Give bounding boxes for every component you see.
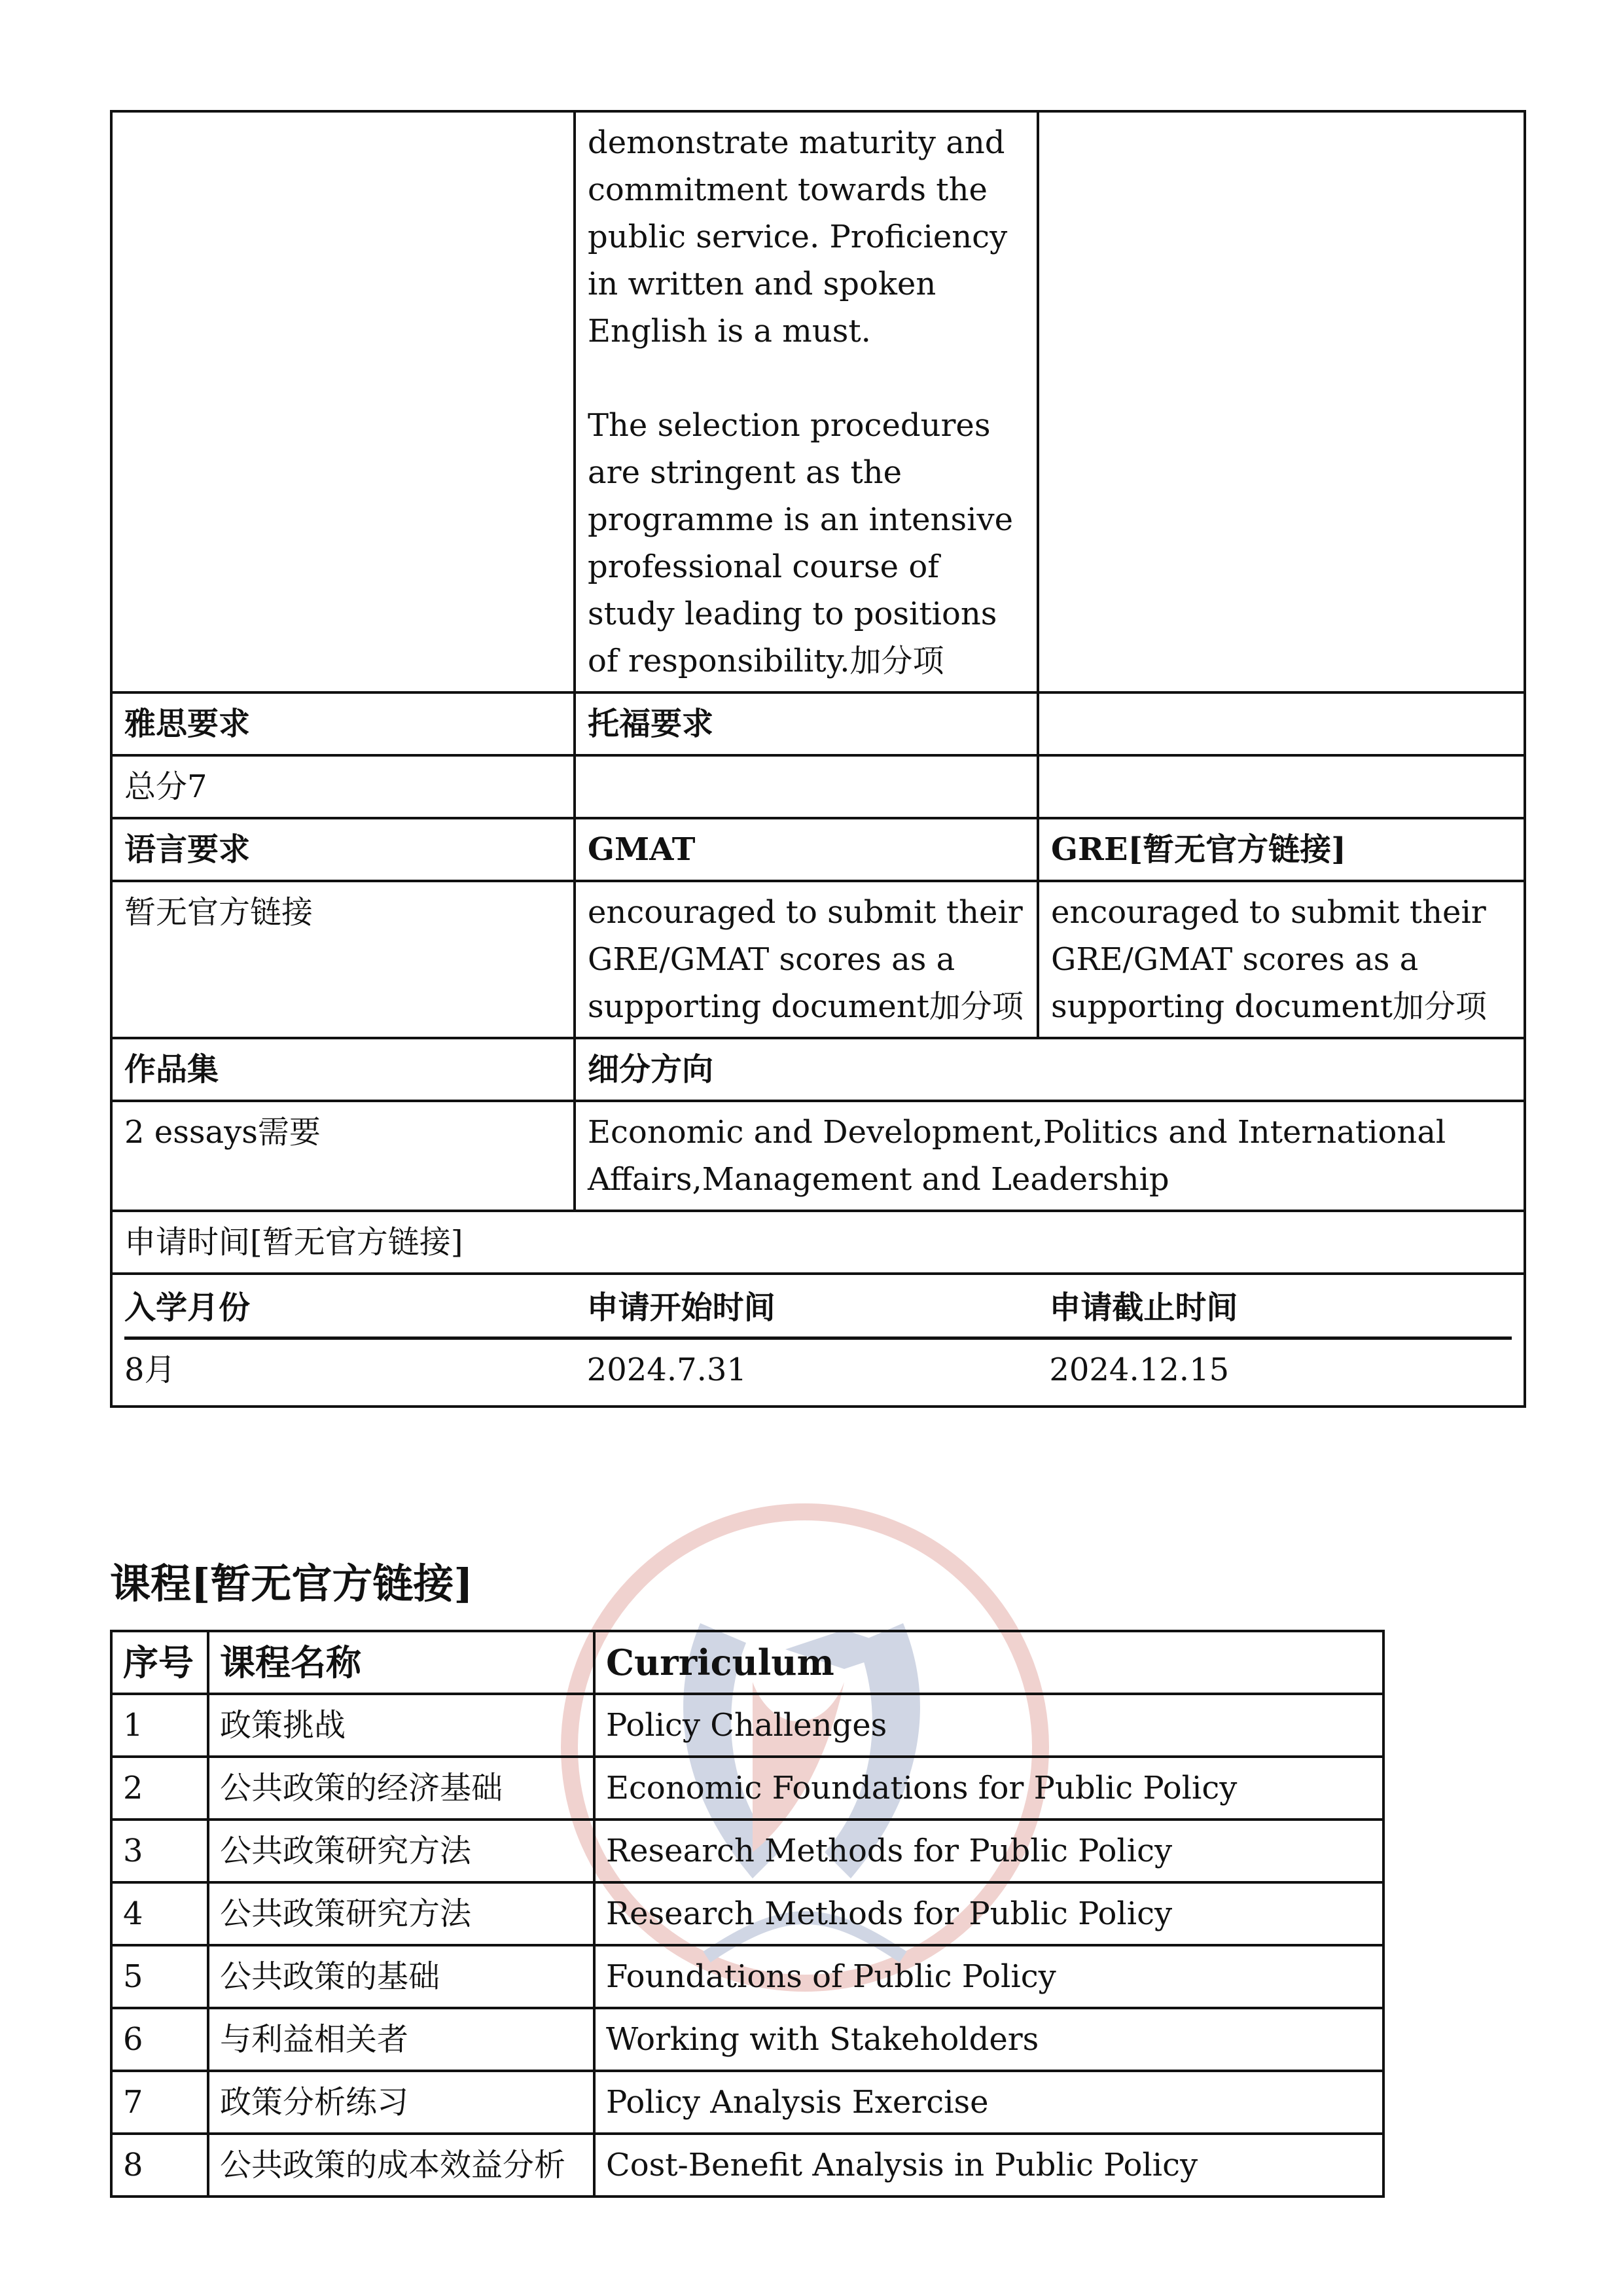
language-value: 暂无官方链接 xyxy=(111,881,575,1038)
course-name-en: Foundations of Public Policy xyxy=(594,1945,1383,2008)
column-header: Curriculum xyxy=(594,1631,1383,1694)
direction-value: Economic and Development,Politics and International Affairs,Management and Leadership xyxy=(575,1101,1525,1211)
course-number: 5 xyxy=(111,1945,208,2008)
table-row xyxy=(111,2071,1383,2134)
schedule-value-row xyxy=(124,1338,1512,1394)
table-row xyxy=(111,2008,1383,2071)
gmat-value: encouraged to submit their GRE/GMAT scores as a supporting document加分项 xyxy=(575,881,1038,1038)
course-name-en: Research Methods for Public Policy xyxy=(594,1820,1383,1882)
courses-title: 课程[暂无官方链接] xyxy=(110,1560,473,1607)
apply-time-label: 申请时间[暂无官方链接] xyxy=(111,1211,1525,1274)
table-cell xyxy=(575,755,1038,818)
course-number: 8 xyxy=(111,2134,208,2197)
course-name-cn: 公共政策的成本效益分析 xyxy=(208,2134,594,2197)
column-header: 课程名称 xyxy=(208,1631,594,1694)
table-row xyxy=(111,881,1525,1038)
table-row xyxy=(111,1820,1383,1882)
table-row xyxy=(111,2134,1383,2197)
schedule-header: 入学月份 xyxy=(124,1284,587,1338)
table-cell xyxy=(111,111,575,692)
course-number: 1 xyxy=(111,1694,208,1757)
portfolio-label: 作品集 xyxy=(111,1038,575,1101)
gre-label: GRE[暂无官方链接] xyxy=(1038,818,1525,881)
table-row xyxy=(111,1757,1383,1820)
course-name-en: Policy Analysis Exercise xyxy=(594,2071,1383,2134)
schedule-header: 申请开始时间 xyxy=(587,1284,1050,1338)
requirements-description xyxy=(575,111,1038,692)
course-number: 2 xyxy=(111,1757,208,1820)
course-name-en: Economic Foundations for Public Policy xyxy=(594,1757,1383,1820)
course-number: 6 xyxy=(111,2008,208,2071)
table-row xyxy=(111,1038,1525,1101)
gmat-label: GMAT xyxy=(575,818,1038,881)
course-name-cn: 公共政策的经济基础 xyxy=(208,1757,594,1820)
table-row xyxy=(111,1274,1525,1407)
course-name-cn: 政策挑战 xyxy=(208,1694,594,1757)
table-row xyxy=(111,755,1525,818)
course-name-cn: 公共政策的基础 xyxy=(208,1945,594,2008)
course-name-en: Research Methods for Public Policy xyxy=(594,1882,1383,1945)
schedule-value: 2024.12.15 xyxy=(1049,1352,1230,1388)
course-number: 4 xyxy=(111,1882,208,1945)
course-number: 3 xyxy=(111,1820,208,1882)
table-row xyxy=(111,1945,1383,2008)
table-row xyxy=(111,1211,1525,1274)
schedule-header-row xyxy=(124,1284,1512,1338)
column-header: 序号 xyxy=(111,1631,208,1694)
course-number: 7 xyxy=(111,2071,208,2134)
table-row xyxy=(111,111,1525,692)
schedule-cell xyxy=(111,1274,1525,1407)
portfolio-value: 2 essays需要 xyxy=(111,1101,575,1211)
course-name-cn: 政策分析练习 xyxy=(208,2071,594,2134)
table-row xyxy=(111,1882,1383,1945)
table-row xyxy=(111,1101,1525,1211)
direction-label: 细分方向 xyxy=(575,1038,1525,1101)
schedule-value: 8月 xyxy=(124,1352,176,1388)
course-name-en: Cost-Benefit Analysis in Public Policy xyxy=(594,2134,1383,2197)
language-label: 语言要求 xyxy=(111,818,575,881)
course-name-cn: 公共政策研究方法 xyxy=(208,1882,594,1945)
table-row xyxy=(111,1694,1383,1757)
description-paragraph: demonstrate maturity and commitment towards the public service. Proficiency in written and spoken English is a must. xyxy=(588,124,1008,350)
gre-value: encouraged to submit their GRE/GMAT scores as a supporting document加分项 xyxy=(1038,881,1525,1038)
schedule-header: 申请截止时间 xyxy=(1049,1284,1512,1338)
course-name-cn: 公共政策研究方法 xyxy=(208,1820,594,1882)
course-name-en: Working with Stakeholders xyxy=(594,2008,1383,2071)
course-name-en: Policy Challenges xyxy=(594,1694,1383,1757)
schedule-table xyxy=(124,1284,1512,1393)
ielts-value: 总分7 xyxy=(111,755,575,818)
table-header-row xyxy=(111,1631,1383,1694)
table-cell xyxy=(1038,755,1525,818)
course-name-cn: 与利益相关者 xyxy=(208,2008,594,2071)
ielts-label: 雅思要求 xyxy=(111,692,575,755)
table-cell xyxy=(1038,692,1525,755)
toefl-label: 托福要求 xyxy=(575,692,1038,755)
courses-table xyxy=(110,1630,1385,2198)
table-cell xyxy=(1038,111,1525,692)
schedule-value: 2024.7.31 xyxy=(586,1352,747,1388)
requirements-table xyxy=(110,110,1526,1408)
table-row xyxy=(111,692,1525,755)
description-paragraph: The selection procedures are stringent as the programme is an intensive professional course of study leading to positions of responsibility.加分项 xyxy=(588,407,1013,679)
table-row xyxy=(111,818,1525,881)
